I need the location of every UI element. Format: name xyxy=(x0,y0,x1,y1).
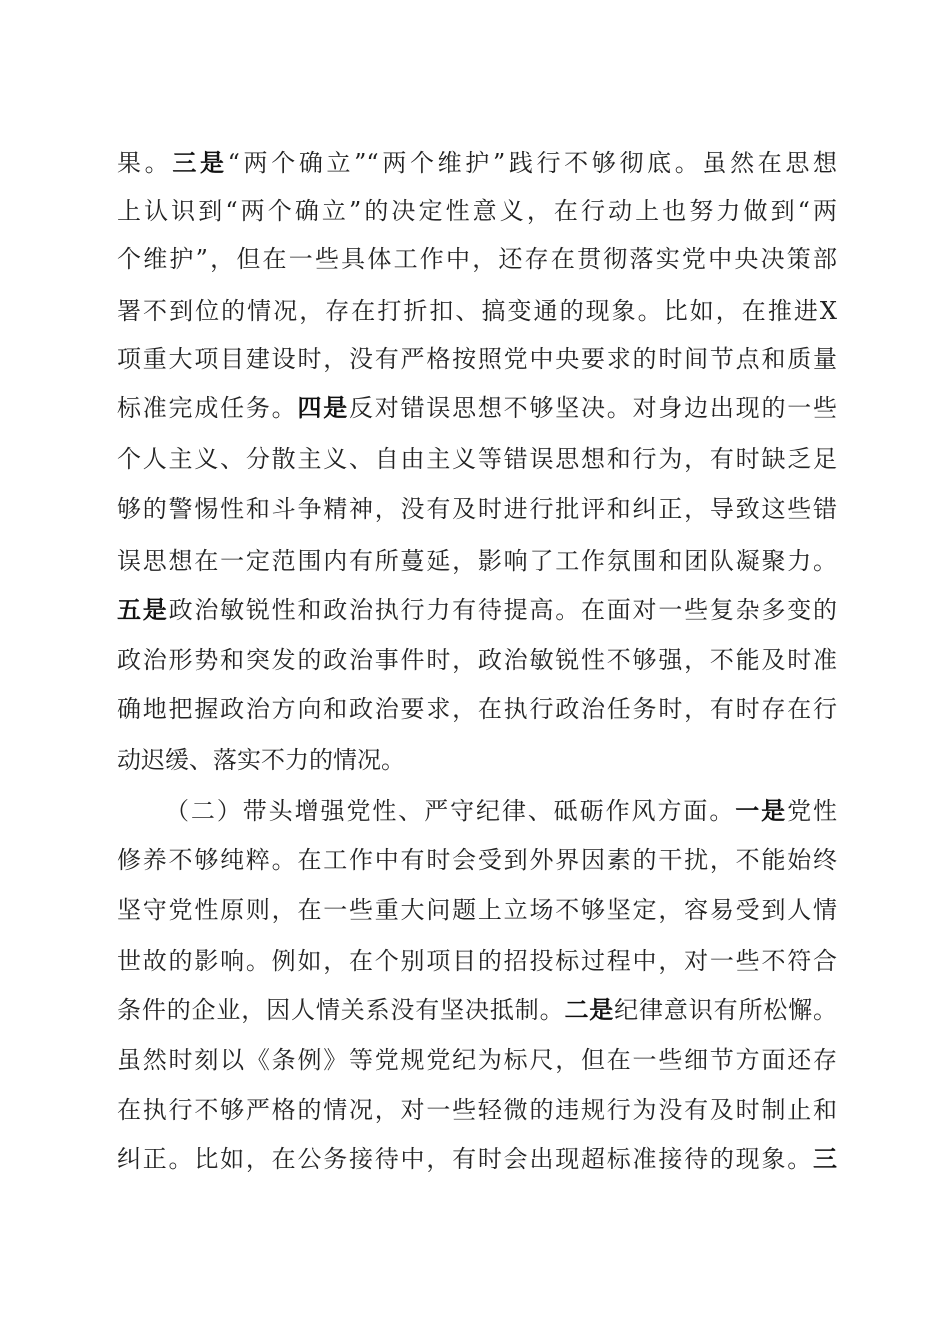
text-line: 项重大项目建设时，没有严格按照党中央要求的时间节点和质量 xyxy=(117,345,837,373)
text-line: 修养不够纯粹。在工作中有时会受到外界因素的干扰，不能始终 xyxy=(117,846,837,874)
text-line: 坚守党性原则，在一些重大问题上立场不够坚定，容易受到人情 xyxy=(117,896,837,924)
text-line: 五是政治敏锐性和政治执行力有待提高。在面对一些复杂多变的 xyxy=(117,595,838,624)
text-line: 个维护”，但在一些具体工作中，还存在贯彻落实党中央决策部 xyxy=(117,245,837,273)
text-line: 果。三是“两个确立”“两个维护”践行不够彻底。虽然在思想 xyxy=(117,148,838,177)
bold-heading-marker: 五是 xyxy=(117,595,169,624)
text-line: 上认识到“两个确立”的决定性意义，在行动上也努力做到“两 xyxy=(117,197,837,225)
text-line: 虽然时刻以《条例》等党规党纪为标尺，但在一些细节方面还存 xyxy=(117,1046,837,1074)
text-line: 纠正。比如，在公务接待中，有时会出现超标准接待的现象。三 xyxy=(117,1144,837,1173)
text-line: 在执行不够严格的情况，对一些轻微的违规行为没有及时制止和 xyxy=(117,1096,837,1124)
text-line: 个人主义、分散主义、自由主义等错误思想和行为，有时缺乏足 xyxy=(117,445,837,473)
bold-heading-marker: 一是 xyxy=(735,796,788,825)
text-line: 署不到位的情况，存在打折扣、搞变通的现象。比如，在推进X xyxy=(117,297,837,325)
text-line: 确地把握政治方向和政治要求，在执行政治任务时，有时存在行 xyxy=(117,695,837,723)
text-line: 动迟缓、落实不力的情况。 xyxy=(117,746,405,774)
bold-heading-marker: 三是 xyxy=(172,148,228,177)
bold-heading-marker: 四是 xyxy=(297,393,350,422)
text-line: 条件的企业，因人情关系没有坚决抵制。二是纪律意识有所松懈。 xyxy=(117,995,838,1024)
text-line: 够的警惕性和斗争精神，没有及时进行批评和纠正，导致这些错 xyxy=(117,495,837,523)
bold-heading-marker: 二是 xyxy=(564,995,615,1024)
text-line: 世故的影响。例如，在个别项目的招投标过程中，对一些不符合 xyxy=(117,947,837,975)
text-line: （二）带头增强党性、严守纪律、砥砺作风方面。一是党性 xyxy=(165,796,838,825)
bold-heading-marker: 三 xyxy=(813,1144,837,1173)
text-line: 误思想在一定范围内有所蔓延，影响了工作氛围和团队凝聚力。 xyxy=(117,547,837,575)
text-line: 政治形势和突发的政治事件时，政治敏锐性不够强，不能及时准 xyxy=(117,646,837,674)
text-line: 标准完成任务。四是反对错误思想不够坚决。对身边出现的一些 xyxy=(117,393,838,422)
